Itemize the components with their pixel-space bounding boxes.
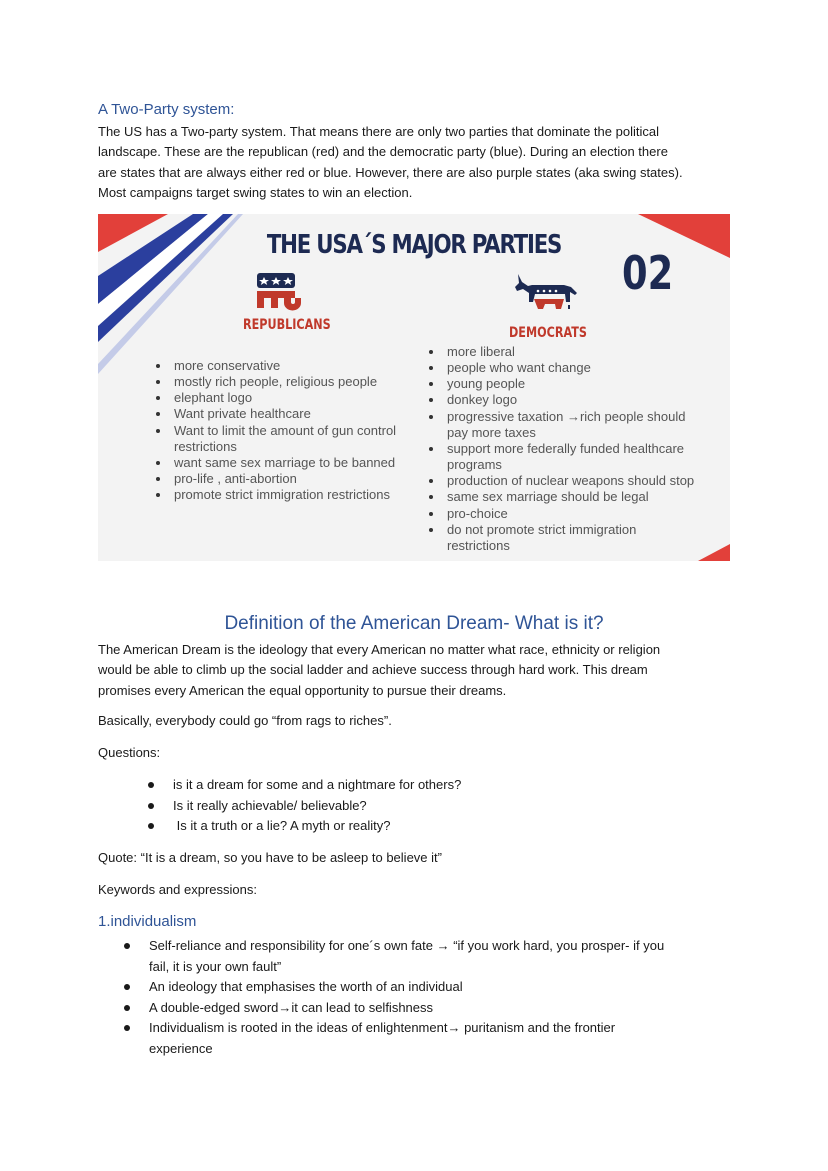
list-item: same sex marriage should be legal — [427, 489, 727, 505]
list-item: elephant logo — [154, 390, 444, 406]
list-item: pro-life , anti-abortion — [154, 471, 444, 487]
list-item — [124, 998, 724, 1019]
paragraph-line: are states that are always either red or blue. However, there are also purple states (aka swing states). — [98, 165, 683, 180]
list-item: young people — [427, 376, 727, 392]
republicans-label: REPUBLICANS — [243, 317, 331, 333]
list-item: more conservative — [154, 358, 444, 374]
questions-list — [148, 775, 708, 837]
list-item: promote strict immigration restrictions — [154, 487, 444, 503]
list-item: do not promote strict immigration — [427, 522, 727, 538]
item-text: Self-reliance and responsibility for one´s own fate → “if you work hard, you prosper- if you — [149, 938, 665, 953]
list-item: production of nuclear weapons should stop — [427, 473, 727, 489]
section-heading-two-party: A Two-Party system: — [98, 101, 235, 118]
list-item — [124, 936, 724, 957]
paragraph-line: Most campaigns target swing states to win an election. — [98, 185, 413, 200]
democrats-list — [427, 344, 727, 554]
list-item-continuation: pay more taxes — [447, 424, 536, 440]
item-text: fail, it is your own fault” — [149, 958, 282, 974]
list-item-continuation: programs — [447, 457, 502, 473]
list-item — [148, 796, 708, 817]
list-item: progressive taxation →rich people should — [427, 409, 727, 425]
republicans-list — [154, 358, 444, 503]
quote-line: Quote: “It is a dream, so you have to be asleep to believe it” — [98, 850, 442, 865]
rags-to-riches-line: Basically, everybody could go “from rags to riches”. — [98, 713, 392, 728]
slide-title: THE USA´S MAJOR PARTIES — [266, 230, 562, 260]
democrats-label: DEMOCRATS — [509, 325, 587, 341]
list-item-continuation: restrictions — [174, 438, 237, 454]
keywords-label: Keywords and expressions: — [98, 882, 257, 897]
slide-number: 02 — [622, 246, 674, 300]
question-text: Is it a truth or a lie? A myth or reality? — [173, 818, 391, 834]
paragraph-line: landscape. These are the republican (red) and the democratic party (blue). During an election there — [98, 144, 668, 159]
list-item: Want private healthcare — [154, 406, 444, 422]
list-item — [124, 977, 724, 998]
question-text: is it a dream for some and a nightmare for others? — [173, 777, 462, 792]
list-item: more liberal — [427, 344, 727, 360]
paragraph-line: The American Dream is the ideology that every American no matter what race, ethnicity or religion — [98, 642, 661, 657]
questions-label: Questions: — [98, 745, 161, 760]
list-item: donkey logo — [427, 392, 727, 408]
party-comparison-slide — [98, 214, 730, 561]
section-heading-individualism: 1.individualism — [98, 913, 197, 930]
list-item: support more federally funded healthcare — [427, 441, 727, 457]
list-item: Want to limit the amount of gun control — [154, 423, 444, 439]
individualism-list — [124, 936, 724, 1060]
list-item: mostly rich people, religious people — [154, 374, 444, 390]
paragraph-line: The US has a Two-party system. That means there are only two parties that dominate the political — [98, 124, 659, 139]
question-text: Is it really achievable/ believable? — [173, 797, 367, 813]
item-text: Individualism is rooted in the ideas of enlightenment→ puritanism and the frontier — [149, 1020, 616, 1036]
paragraph-line: promises every American the equal opportunity to pursue their dreams. — [98, 683, 507, 698]
list-item-continuation — [124, 957, 724, 978]
list-item — [148, 816, 708, 837]
item-text: A double-edged sword→it can lead to selfishness — [149, 999, 434, 1015]
list-item: people who want change — [427, 360, 727, 376]
list-item-continuation: restrictions — [447, 537, 510, 553]
list-item — [124, 1018, 724, 1039]
list-item-continuation — [124, 1039, 724, 1060]
list-item — [148, 775, 708, 796]
donkey-icon — [515, 274, 577, 309]
item-text: An ideology that emphasises the worth of an individual — [149, 979, 463, 995]
list-item: pro-choice — [427, 506, 727, 522]
elephant-icon — [257, 273, 301, 310]
section-heading-american-dream: Definition of the American Dream- What is it? — [224, 613, 604, 634]
item-text: experience — [149, 1040, 213, 1056]
list-item: want same sex marriage to be banned — [154, 455, 444, 471]
paragraph-line: would be able to climb up the social ladder and achieve success through hard work. This dream — [98, 662, 648, 677]
